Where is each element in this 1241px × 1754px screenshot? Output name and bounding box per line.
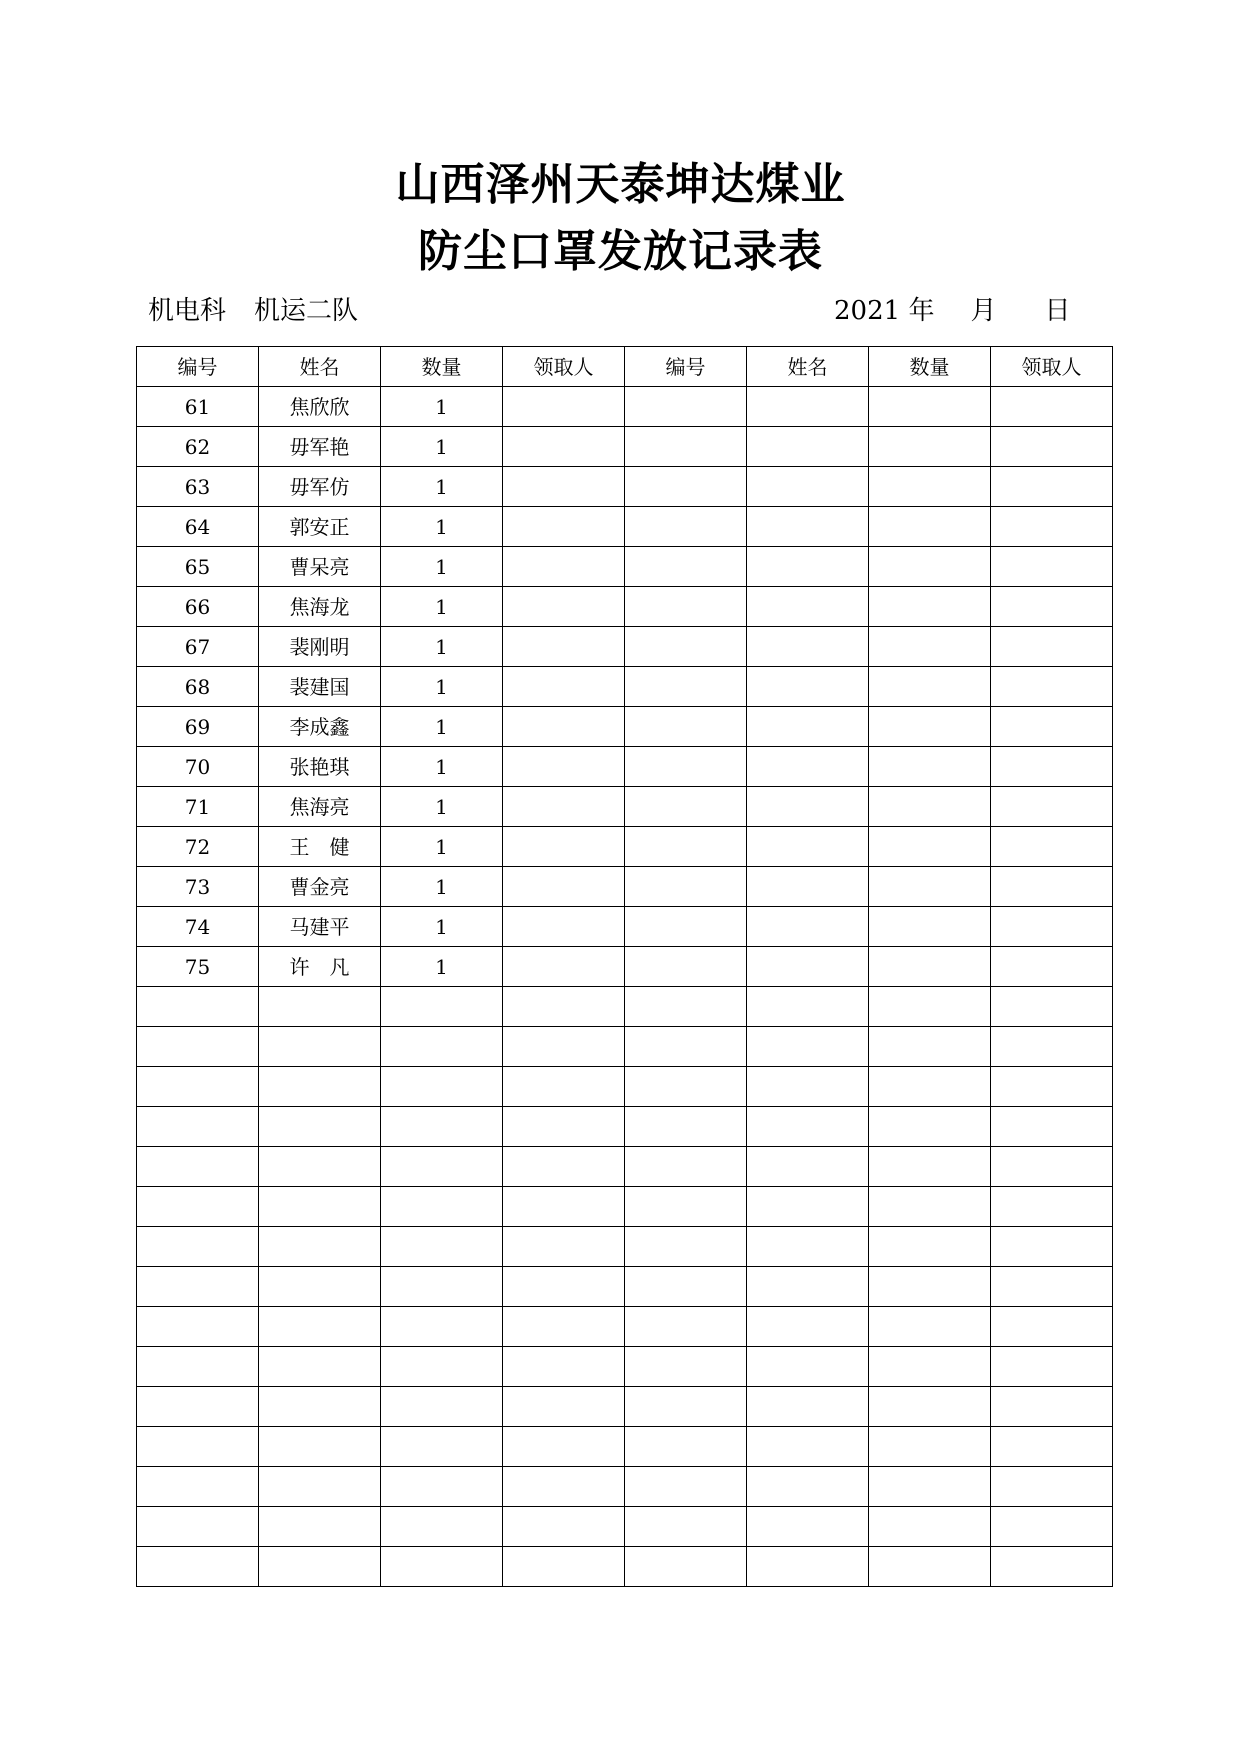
table-cell <box>869 867 991 907</box>
column-header: 数量 <box>869 347 991 387</box>
table-row <box>137 1187 1113 1227</box>
table-cell <box>991 547 1113 587</box>
table-cell <box>137 1147 259 1187</box>
table-cell <box>747 1027 869 1067</box>
table-cell <box>503 787 625 827</box>
table-row <box>137 947 1113 987</box>
table-cell: 1 <box>381 427 503 467</box>
table-cell: 王 健 <box>259 827 381 867</box>
table-cell <box>869 1267 991 1307</box>
column-header: 姓名 <box>259 347 381 387</box>
table-cell <box>625 907 747 947</box>
column-header: 数量 <box>381 347 503 387</box>
table-cell <box>747 507 869 547</box>
table-cell <box>625 747 747 787</box>
table-row <box>137 427 1113 467</box>
table-cell <box>137 1427 259 1467</box>
table-row <box>137 1547 1113 1587</box>
table-cell <box>259 1267 381 1307</box>
table-cell <box>625 587 747 627</box>
table-cell <box>259 1507 381 1547</box>
table-cell: 曹金亮 <box>259 867 381 907</box>
table-cell <box>869 1067 991 1107</box>
table-cell <box>137 1187 259 1227</box>
table-cell <box>625 1107 747 1147</box>
table-cell: 1 <box>381 907 503 947</box>
table-cell <box>503 1427 625 1467</box>
table-cell <box>381 1507 503 1547</box>
table-cell <box>137 1107 259 1147</box>
table-cell: 72 <box>137 827 259 867</box>
table-cell <box>381 1347 503 1387</box>
table-cell <box>991 1267 1113 1307</box>
table-cell <box>869 1507 991 1547</box>
table-cell <box>381 1467 503 1507</box>
table-cell <box>625 1347 747 1387</box>
table-cell <box>503 987 625 1027</box>
table-row <box>137 867 1113 907</box>
table-row <box>137 507 1113 547</box>
table-cell: 毋军仿 <box>259 467 381 507</box>
table-cell <box>259 1427 381 1467</box>
table-row <box>137 1267 1113 1307</box>
table-cell <box>747 547 869 587</box>
document-title: 山西泽州天泰坤达煤业 <box>395 159 846 210</box>
table-cell: 67 <box>137 627 259 667</box>
table-cell <box>747 1427 869 1467</box>
table-cell: 1 <box>381 867 503 907</box>
table-cell: 许 凡 <box>259 947 381 987</box>
table-cell <box>503 947 625 987</box>
table-cell <box>747 787 869 827</box>
table-cell <box>625 707 747 747</box>
table-cell: 郭安正 <box>259 507 381 547</box>
table-cell: 75 <box>137 947 259 987</box>
table-row <box>137 1507 1113 1547</box>
table-cell <box>625 547 747 587</box>
table-cell <box>259 987 381 1027</box>
table-cell: 毋军艳 <box>259 427 381 467</box>
table-cell: 裴建国 <box>259 667 381 707</box>
table-row <box>137 1107 1113 1147</box>
table-cell <box>625 1267 747 1307</box>
table-cell: 焦欣欣 <box>259 387 381 427</box>
table-body <box>137 387 1113 1587</box>
table-cell <box>869 467 991 507</box>
table-cell <box>991 1027 1113 1067</box>
table-cell <box>869 787 991 827</box>
table-cell: 焦海亮 <box>259 787 381 827</box>
department-name: 机电科 <box>148 296 227 326</box>
table-cell <box>381 1147 503 1187</box>
table-cell <box>869 1187 991 1227</box>
table-cell <box>991 1107 1113 1147</box>
table-cell <box>137 1547 259 1587</box>
table-cell <box>503 1187 625 1227</box>
table-cell <box>869 1147 991 1187</box>
table-cell <box>625 827 747 867</box>
table-cell <box>381 1187 503 1227</box>
table-cell <box>869 987 991 1027</box>
table-cell <box>625 987 747 1027</box>
table-cell <box>747 1307 869 1347</box>
table-cell <box>747 1387 869 1427</box>
table-cell <box>991 1147 1113 1187</box>
table-cell: 焦海龙 <box>259 587 381 627</box>
table-cell <box>503 867 625 907</box>
table-cell: 1 <box>381 387 503 427</box>
table-cell <box>869 507 991 547</box>
table-cell <box>503 1147 625 1187</box>
table-cell <box>625 1467 747 1507</box>
table-cell <box>747 467 869 507</box>
table-row <box>137 787 1113 827</box>
team-name: 机运二队 <box>254 296 359 326</box>
table-cell: 马建平 <box>259 907 381 947</box>
table-cell <box>625 1387 747 1427</box>
table-row <box>137 1307 1113 1347</box>
table-cell <box>869 707 991 747</box>
table-cell: 68 <box>137 667 259 707</box>
table-row <box>137 907 1113 947</box>
table-row <box>137 1387 1113 1427</box>
table-cell <box>747 1227 869 1267</box>
column-header: 编号 <box>137 347 259 387</box>
table-row <box>137 987 1113 1027</box>
table-cell <box>137 1507 259 1547</box>
table-cell <box>503 1067 625 1107</box>
table-cell <box>381 1427 503 1467</box>
table-cell: 69 <box>137 707 259 747</box>
table-cell <box>991 987 1113 1027</box>
table-cell <box>991 1067 1113 1107</box>
table-cell <box>137 1267 259 1307</box>
table-row <box>137 387 1113 427</box>
table-row <box>137 1347 1113 1387</box>
table-cell <box>991 907 1113 947</box>
date-year: 2021 <box>834 296 901 326</box>
table-cell: 70 <box>137 747 259 787</box>
table-cell <box>137 1227 259 1267</box>
table-cell: 1 <box>381 587 503 627</box>
table-cell <box>381 1387 503 1427</box>
table-cell <box>503 507 625 547</box>
table-cell <box>747 1467 869 1507</box>
table-cell <box>259 1467 381 1507</box>
record-table <box>136 346 1113 1587</box>
table-cell: 74 <box>137 907 259 947</box>
table-cell: 62 <box>137 427 259 467</box>
table-row <box>137 707 1113 747</box>
table-cell <box>625 1307 747 1347</box>
table-cell <box>747 1547 869 1587</box>
table-cell <box>259 1187 381 1227</box>
table-cell <box>381 1267 503 1307</box>
table-cell <box>991 827 1113 867</box>
table-cell <box>869 1427 991 1467</box>
table-cell <box>503 1507 625 1547</box>
table-cell <box>137 1387 259 1427</box>
table-cell <box>625 867 747 907</box>
table-cell <box>137 987 259 1027</box>
table-cell <box>625 1547 747 1587</box>
table-cell <box>625 1227 747 1267</box>
table-cell <box>869 1107 991 1147</box>
table-cell <box>503 387 625 427</box>
table-cell <box>991 1307 1113 1347</box>
table-cell <box>503 667 625 707</box>
table-cell <box>503 907 625 947</box>
table-cell <box>869 667 991 707</box>
table-cell <box>747 627 869 667</box>
table-cell <box>137 1467 259 1507</box>
table-cell <box>991 1427 1113 1467</box>
table-cell <box>137 1307 259 1347</box>
table-cell <box>137 1347 259 1387</box>
column-header: 姓名 <box>747 347 869 387</box>
table-cell <box>991 1347 1113 1387</box>
table-cell <box>381 1067 503 1107</box>
table-cell <box>869 947 991 987</box>
table-cell <box>625 947 747 987</box>
table-cell <box>869 1547 991 1587</box>
table-cell <box>503 467 625 507</box>
table-cell <box>991 1227 1113 1267</box>
table-cell: 1 <box>381 667 503 707</box>
table-cell <box>869 907 991 947</box>
table-cell <box>991 467 1113 507</box>
table-cell: 1 <box>381 747 503 787</box>
table-cell <box>869 1027 991 1067</box>
date-day-unit: 日 <box>1044 296 1071 326</box>
table-row <box>137 1467 1113 1507</box>
document-subtitle: 防尘口罩发放记录表 <box>418 226 823 277</box>
table-cell <box>625 1187 747 1227</box>
table-cell <box>991 667 1113 707</box>
table-cell: 1 <box>381 707 503 747</box>
table-cell <box>747 427 869 467</box>
table-cell <box>503 547 625 587</box>
table-cell <box>381 1027 503 1067</box>
table-cell <box>747 1267 869 1307</box>
table-cell: 1 <box>381 547 503 587</box>
table-cell <box>381 1307 503 1347</box>
table-cell <box>869 547 991 587</box>
table-cell <box>747 387 869 427</box>
table-cell <box>259 1147 381 1187</box>
table-cell: 裴刚明 <box>259 627 381 667</box>
table-cell: 李成鑫 <box>259 707 381 747</box>
table-cell <box>991 947 1113 987</box>
table-cell <box>869 387 991 427</box>
table-cell <box>991 1507 1113 1547</box>
table-cell: 1 <box>381 467 503 507</box>
column-header: 编号 <box>625 347 747 387</box>
table-cell <box>503 1227 625 1267</box>
department-line <box>148 298 358 324</box>
table-cell <box>625 387 747 427</box>
table-cell <box>747 947 869 987</box>
table-cell <box>259 1067 381 1107</box>
table-cell <box>381 1107 503 1147</box>
table-cell <box>625 787 747 827</box>
table-cell: 66 <box>137 587 259 627</box>
date-line <box>834 298 1070 324</box>
table-cell: 张艳琪 <box>259 747 381 787</box>
table-row <box>137 1147 1113 1187</box>
table-cell <box>625 1027 747 1067</box>
table-cell <box>381 987 503 1027</box>
table-cell <box>747 747 869 787</box>
table-cell: 73 <box>137 867 259 907</box>
table-cell <box>869 1227 991 1267</box>
table-cell <box>747 587 869 627</box>
table-row <box>137 1227 1113 1267</box>
table-cell <box>747 1507 869 1547</box>
table-cell <box>503 1027 625 1067</box>
table-row <box>137 627 1113 667</box>
table-cell <box>991 427 1113 467</box>
date-month-unit: 月 <box>970 296 997 326</box>
table-cell <box>991 387 1113 427</box>
table-cell <box>259 1227 381 1267</box>
column-header: 领取人 <box>503 347 625 387</box>
table-cell: 1 <box>381 947 503 987</box>
table-cell <box>503 1347 625 1387</box>
table-cell <box>991 787 1113 827</box>
table-cell <box>625 1427 747 1467</box>
table-row <box>137 467 1113 507</box>
table-cell <box>381 1547 503 1587</box>
table-row <box>137 667 1113 707</box>
table-cell <box>259 1387 381 1427</box>
table-row <box>137 747 1113 787</box>
table-cell <box>991 1387 1113 1427</box>
table-cell <box>991 1547 1113 1587</box>
table-cell <box>503 747 625 787</box>
table-cell: 1 <box>381 787 503 827</box>
table-cell <box>991 627 1113 667</box>
date-year-unit: 年 <box>908 296 935 326</box>
table-cell <box>137 1027 259 1067</box>
table-cell <box>625 667 747 707</box>
table-cell <box>747 1187 869 1227</box>
table-cell <box>991 747 1113 787</box>
table-cell <box>625 1067 747 1107</box>
table-cell <box>869 1347 991 1387</box>
table-cell <box>503 1307 625 1347</box>
table-row <box>137 587 1113 627</box>
table-cell <box>137 1067 259 1107</box>
table-cell <box>991 867 1113 907</box>
table-cell: 63 <box>137 467 259 507</box>
table-cell <box>259 1547 381 1587</box>
table-cell <box>503 627 625 667</box>
table-cell <box>259 1107 381 1147</box>
table-cell <box>259 1027 381 1067</box>
table-cell <box>747 707 869 747</box>
table-cell: 64 <box>137 507 259 547</box>
column-header: 领取人 <box>991 347 1113 387</box>
table-cell <box>503 1267 625 1307</box>
table-cell: 71 <box>137 787 259 827</box>
table-cell <box>869 587 991 627</box>
table-row <box>137 1067 1113 1107</box>
table-cell <box>991 1467 1113 1507</box>
table-cell <box>747 667 869 707</box>
table-cell: 61 <box>137 387 259 427</box>
table-cell <box>625 627 747 667</box>
table-cell <box>747 1107 869 1147</box>
table-cell <box>747 867 869 907</box>
table-cell <box>869 1307 991 1347</box>
table-cell <box>381 1227 503 1267</box>
table-cell <box>747 987 869 1027</box>
table-cell <box>991 1187 1113 1227</box>
table-cell: 65 <box>137 547 259 587</box>
table-row <box>137 1427 1113 1467</box>
table-cell <box>747 1067 869 1107</box>
table-cell <box>747 907 869 947</box>
table-cell: 1 <box>381 507 503 547</box>
table-cell <box>503 1467 625 1507</box>
table-cell <box>503 1547 625 1587</box>
table-cell <box>503 707 625 747</box>
table-cell <box>747 1147 869 1187</box>
table-cell <box>503 587 625 627</box>
table-cell: 1 <box>381 627 503 667</box>
table-cell <box>869 1467 991 1507</box>
table-row <box>137 827 1113 867</box>
table-cell <box>259 1307 381 1347</box>
table-cell <box>869 827 991 867</box>
table-cell <box>625 427 747 467</box>
table-cell: 曹呆亮 <box>259 547 381 587</box>
table-cell <box>625 467 747 507</box>
table-cell <box>869 627 991 667</box>
table-cell <box>503 827 625 867</box>
table-cell <box>991 587 1113 627</box>
table-cell: 1 <box>381 827 503 867</box>
table-cell <box>869 1387 991 1427</box>
table-cell <box>747 827 869 867</box>
table-cell <box>625 1147 747 1187</box>
table-cell <box>503 1107 625 1147</box>
table-cell <box>259 1347 381 1387</box>
table-cell <box>503 427 625 467</box>
table-row <box>137 1027 1113 1067</box>
table-cell <box>869 427 991 467</box>
table-header-row <box>137 347 1113 387</box>
table-row <box>137 547 1113 587</box>
table-cell <box>869 747 991 787</box>
table-cell <box>625 1507 747 1547</box>
table-cell <box>991 507 1113 547</box>
table-cell <box>503 1387 625 1427</box>
table-cell <box>991 707 1113 747</box>
table-cell <box>747 1347 869 1387</box>
table-cell <box>625 507 747 547</box>
